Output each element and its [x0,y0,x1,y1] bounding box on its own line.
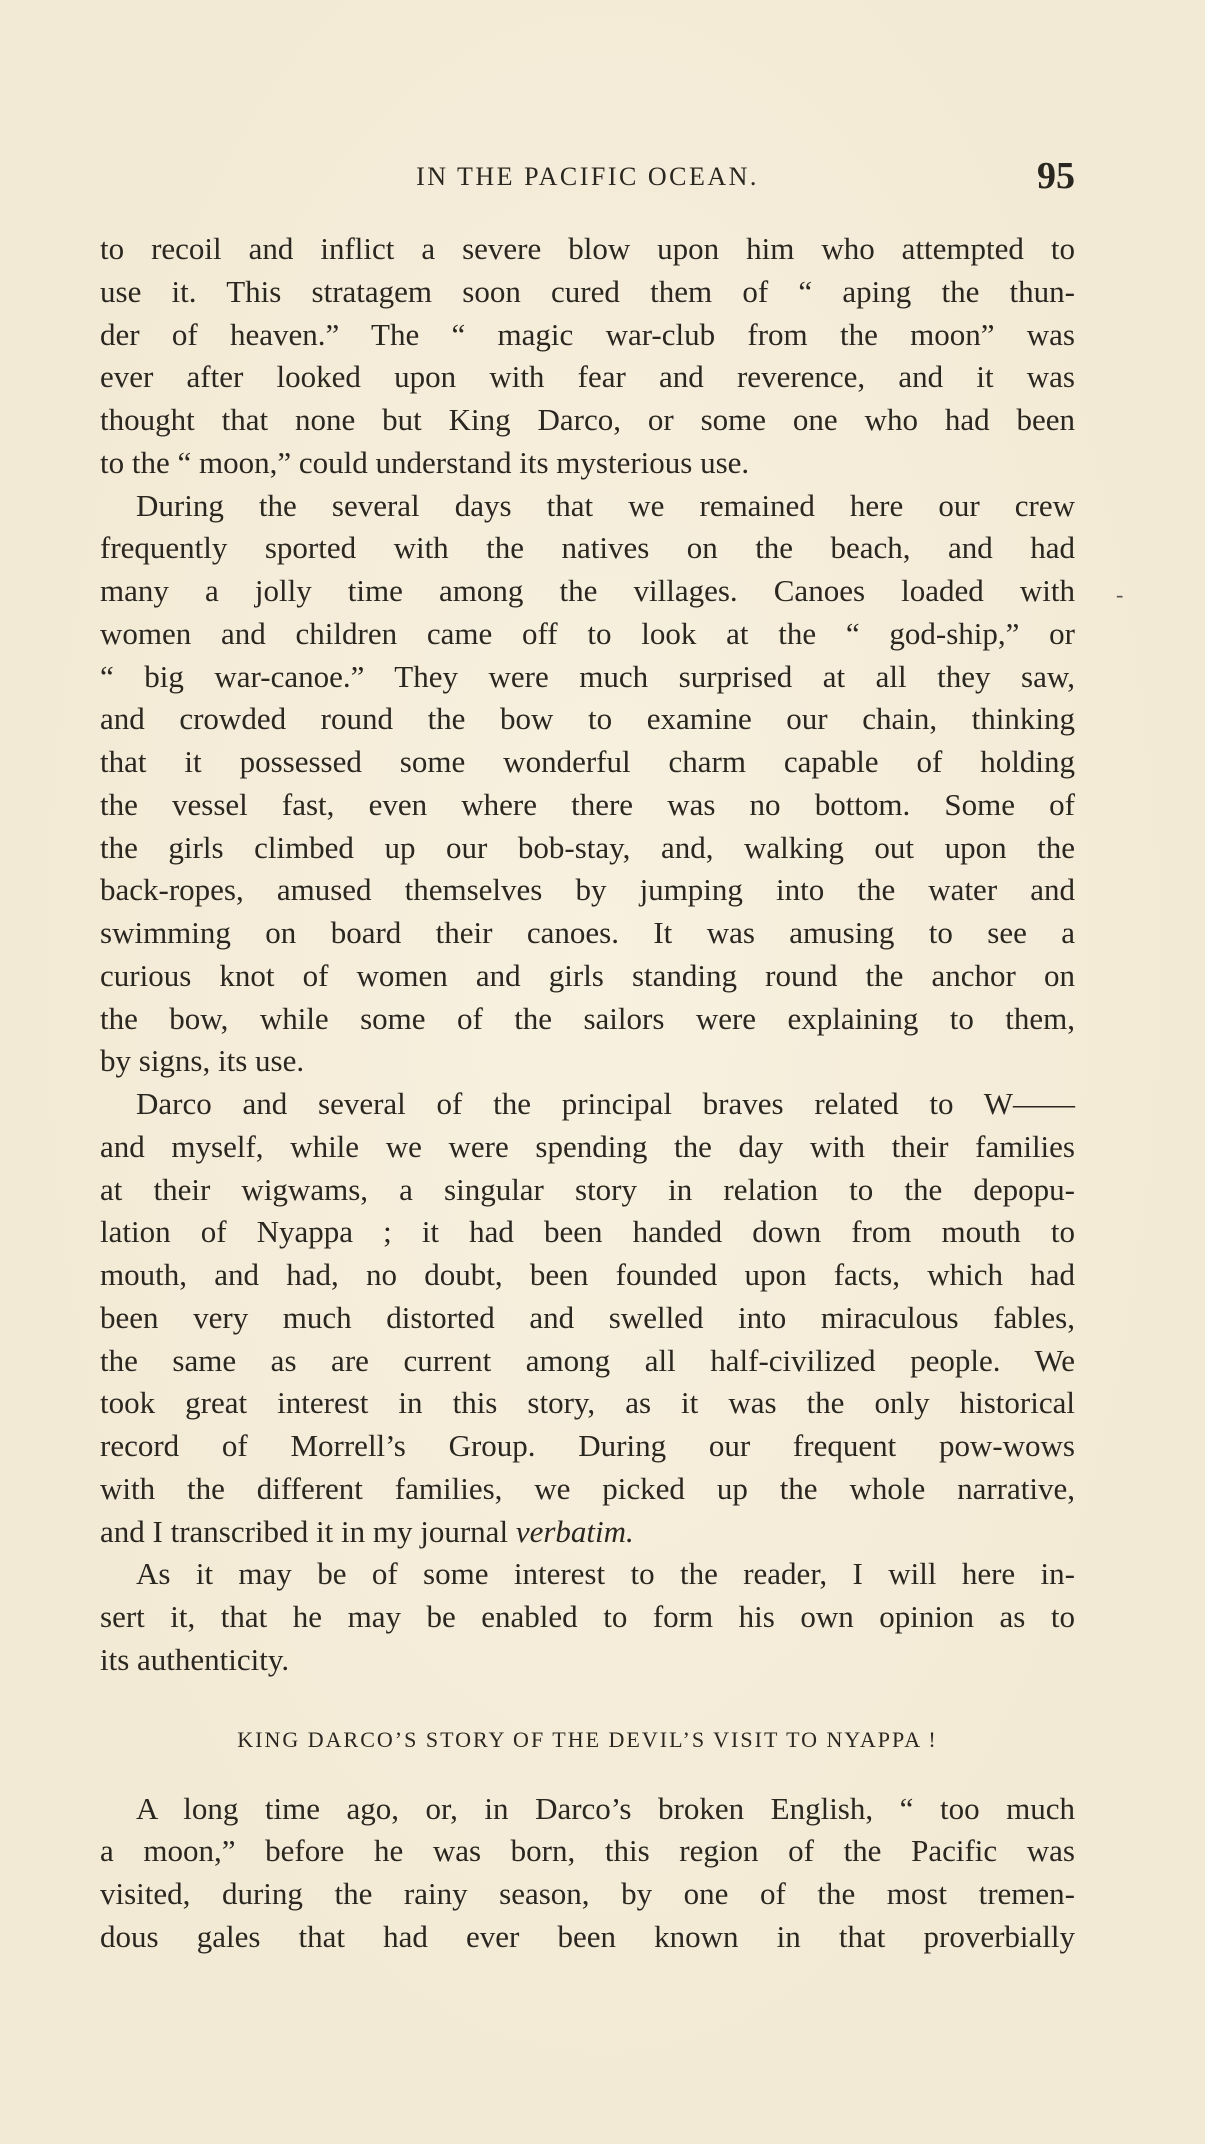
text-line: and crowded round the bow to examine our chain, thinking [100,701,1075,737]
text-line [100,1511,1075,1554]
paragraph-2 [100,485,1075,1084]
text-line: use it. This stratagem soon cured them of “ aping the thun- [100,273,1075,309]
text-line: thought that none but King Darco, or some one who had been [100,402,1075,437]
text-line: the girls climbed up our bob-stay, and, walking out upon the [100,829,1075,865]
text-line: with the different families, we picked up the whole narrative, [100,1470,1075,1506]
paragraph-4 [100,1553,1075,1681]
italic-word: verbatim. [515,1513,634,1549]
text-line: at their wigwams, a singular story in relation to the depopu- [100,1171,1075,1207]
text-line: the same as are current among all half-civilized people. We [100,1342,1075,1378]
text-line: back-ropes, amused themselves by jumping into the water and [100,872,1075,908]
spacer [100,1682,1075,1722]
margin-mark: - [1116,582,1124,607]
text-line: “ big war-canoe.” They were much surprised at all they saw, [100,658,1075,694]
text-line: took great interest in this story, as it was the only historical [100,1385,1075,1421]
text-line: and myself, while we were spending the day with their families [100,1128,1075,1164]
text-line: a moon,” before he was born, this region of the Pacific was [100,1833,1075,1869]
text-line: A long time ago, or, in Darco’s broken English, “ too much [136,1790,1075,1826]
text-line: frequently sported with the natives on the beach, and had [100,530,1075,566]
text-line: swimming on board their canoes. It was amusing to see a [100,915,1075,950]
text-line: record of Morrell’s Group. During our frequent pow-wows [100,1428,1075,1463]
text-line: curious knot of women and girls standing round the anchor on [100,957,1075,993]
text-line: its authenticity. [100,1641,290,1677]
text-line: to the “ moon,” could understand its mysterious use. [100,444,750,480]
text-line: many a jolly time among the villages. Canoes loaded with [100,573,1075,608]
text-line: As it may be of some interest to the reader, I will here in- [136,1556,1075,1592]
story-title: KING DARCO’S STORY OF THE DEVIL’S VISIT TO NYAPPA ! [237,1726,938,1752]
text-line: to recoil and inflict a severe blow upon him who attempted to [100,231,1075,266]
text-line: the bow, while some of the sailors were explaining to them, [100,1000,1075,1036]
text-line: sert it, that he may be enabled to form his own opinion as to [100,1599,1075,1634]
page-number: 95 [1037,155,1075,197]
running-head: IN THE PACIFIC OCEAN. [416,162,759,191]
text-line: women and children came off to look at the “ god-ship,” or [100,615,1075,651]
text-line: der of heaven.” The “ magic war-club from the moon” was [100,316,1075,352]
text-line: been very much distorted and swelled into miraculous fables, [100,1299,1075,1335]
body-text [100,228,1075,1959]
text-line: lation of Nyappa ; it had been handed down from mouth to [100,1214,1075,1250]
text-line: mouth, and had, no doubt, been founded upon facts, which had [100,1257,1075,1292]
text-line: Darco and several of the principal braves related to W—— [136,1086,1075,1121]
story-paragraph [100,1788,1075,1959]
text-line: dous gales that had ever been known in that proverbially [100,1918,1075,1954]
text-line: During the several days that we remained here our crew [136,487,1075,523]
text-line: ever after looked upon with fear and reverence, and it was [100,359,1075,395]
paragraph-3 [100,1083,1075,1553]
text-line: that it possessed some wonderful charm capable of holding [100,744,1075,779]
text-line: by signs, its use. [100,1043,305,1079]
text-span: and I transcribed it in my journal [100,1513,509,1549]
text-line: the vessel fast, even where there was no bottom. Some of [100,786,1075,822]
text-line: visited, during the rainy season, by one of the most tremen- [100,1876,1075,1911]
paragraph-1 [100,228,1075,485]
page-header [100,155,1075,202]
